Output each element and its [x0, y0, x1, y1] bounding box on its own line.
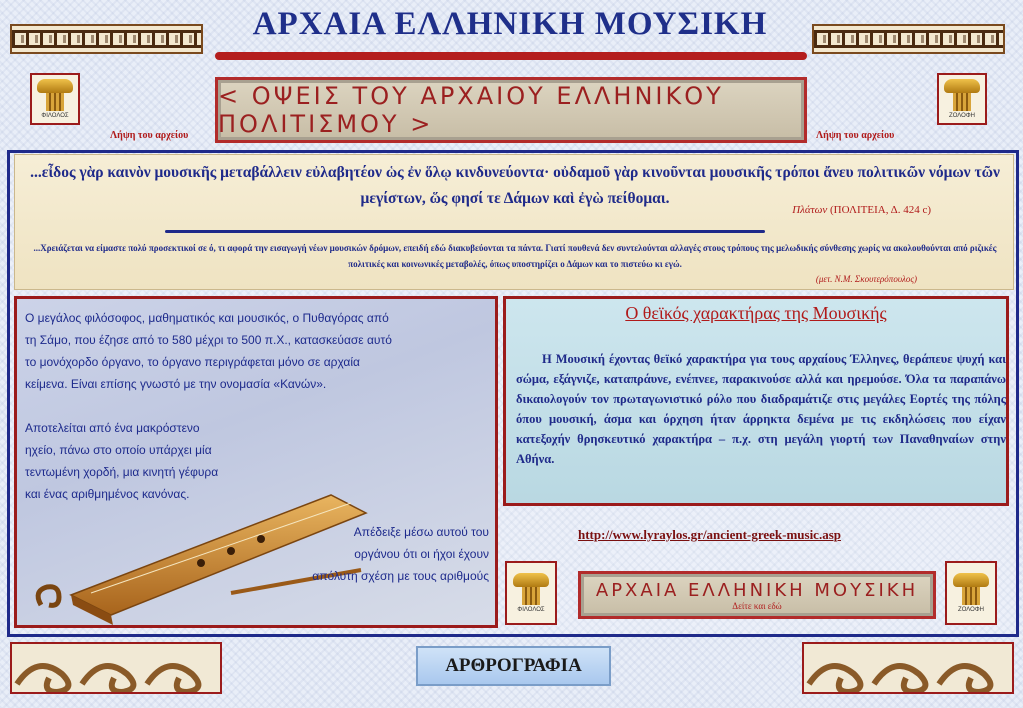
- lyraylos-link[interactable]: http://www.lyraylos.gr/ancient-greek-music.asp: [578, 527, 841, 542]
- monochord-description: Αποτελείται από ένα μακρόστενο ηχείο, πάνω στο οποίο υπάρχει μία τεντωμένη χορδή, μια κινητή γέφυρα και ένας αριθμημένος κανόνας.: [25, 421, 219, 501]
- bottom-right-capital-icon[interactable]: [945, 561, 997, 625]
- monochord-intro: Ο μεγάλος φιλόσοφος, μαθηματικός και μουσικός, ο Πυθαγόρας από τη Σάμο, που έζησε από το 580 μέχρι το 500 π.Χ., κατασκεύασε αυτό το μονόχορδο όργανο, το όργανο περιγράφεται μόνο σε αρχαία κείμενα. Είναι επίσης γνωστό με την ονομασία «Κανών».: [25, 311, 392, 391]
- monochord-conclusion: Απέδειξε μέσω αυτού του οργάνου ότι οι ήχοι έχουν απόλυτη σχέση με τους αριθμούς: [312, 525, 489, 583]
- download-right-link[interactable]: Λήψη του αρχείου: [816, 130, 895, 141]
- title-underline: [215, 52, 807, 60]
- translation-credit: (μετ. Ν.Μ. Σκουτερόπουλος): [815, 274, 917, 284]
- download-left-icon[interactable]: [30, 73, 80, 125]
- icon-label: ΖΟΛΟΦΗ: [958, 607, 984, 613]
- character-body: Η Μουσική έχοντας θεϊκό χαρακτήρα για τους αρχαίους Έλληνες, θεράπευε ψυχή και σώμα, εξάγνιζε, καταπράυνε, ενέπνεε, παρακινούσε αλλά και ηρεμούσε. Όλα τα παραπάνω δικαιολογούν τον πρωταγωνιστικό ρόλο που διαδραμάτιζε στις μεγάλες Εορτές της πόλης όπου μουσική, άσμα και όρχηση ήταν άρρηκτα δεμένα με τις εκδηλώσεις που είχαν κατεξοχήν θρησκευτικό χαρακτήρα – π.χ. στη μεγάλη γιορτή των Παναθηναίων στην Αθήνα.: [516, 352, 1006, 466]
- download-right-icon[interactable]: [937, 73, 987, 125]
- spiral-frieze-left: [10, 642, 222, 694]
- bottom-music-banner[interactable]: [578, 571, 936, 619]
- articles-button[interactable]: ΑΡΘΡΟΓΡΑΦΙΑ: [416, 646, 611, 686]
- page-title: ΑΡΧΑΙΑ ΕΛΛΗΝΙΚΗ ΜΟΥΣΙΚΗ: [252, 6, 768, 42]
- meander-left: [10, 24, 203, 54]
- culture-banner[interactable]: [215, 77, 807, 143]
- quote-author: Πλάτων: [792, 204, 828, 216]
- icon-label: ΦΙΛΟΛΟΣ: [517, 607, 545, 613]
- banner-text: < ΟΨΕΙΣ ΤΟΥ ΑΡΧΑΙΟΥ ΕΛΛΗΝΙΚΟΥ ΠΟΛΙΤΙΣΜΟΥ >: [218, 82, 724, 138]
- icon-label: ΦΙΛΟΛΟΣ: [41, 113, 69, 119]
- bottom-left-capital-icon[interactable]: [505, 561, 557, 625]
- character-title: Ο θεϊκός χαρακτήρας της Μουσικής: [625, 303, 887, 323]
- plato-quote: [14, 154, 1014, 290]
- bottom-banner-title: ΑΡΧΑΙΑ ΕΛΛΗΝΙΚΗ ΜΟΥΣΙΚΗ: [595, 579, 919, 601]
- quote-reference: (ΠΟΛΙΤΕΙΑ, Δ. 424 c): [830, 204, 931, 216]
- meander-right: [812, 24, 1005, 54]
- quote-divider: [165, 230, 765, 233]
- icon-label: ΖΟΛΟΦΗ: [949, 113, 975, 119]
- bottom-banner-subtitle: Δείτε και εδώ: [732, 600, 782, 611]
- spiral-frieze-right: [802, 642, 1014, 694]
- quote-source: [792, 204, 931, 216]
- greek-quote: ...εἶδος γὰρ καινὸν μουσικῆς μεταβάλλειν εὐλαβητέον ὡς ἐν ὅλῳ κινδυνεύοντα· οὐδαμοῦ γὰρ κινοῦνται μουσικῆς τρόποι ἄνευ πολιτικῶν νόμων τῶν μεγίστων, ὥς φησί τε Δάμων καὶ ἐγὼ πείθομαι.: [30, 164, 1000, 207]
- monochord-panel: [14, 296, 498, 628]
- quote-translation: ...Χρειάζεται να είμαστε πολύ προσεκτικοί σε ό, τι αφορά την εισαγωγή νέων μουσικών δρόμων, επειδή εδώ διακυβεύονται τα πάντα. Γιατί πουθενά δεν συντελούνται αλλαγές στους τρόπους της μελωδικής σύνθεσης χωρίς να ακολουθούνται από ριζικές πολιτικές και κοινωνικές μεταβολές, όπως υποστηρίζει ο Δάμων και το πιστεύω κι εγώ.: [33, 243, 997, 269]
- music-character-panel: [503, 296, 1009, 506]
- download-left-link[interactable]: Λήψη του αρχείου: [110, 130, 189, 141]
